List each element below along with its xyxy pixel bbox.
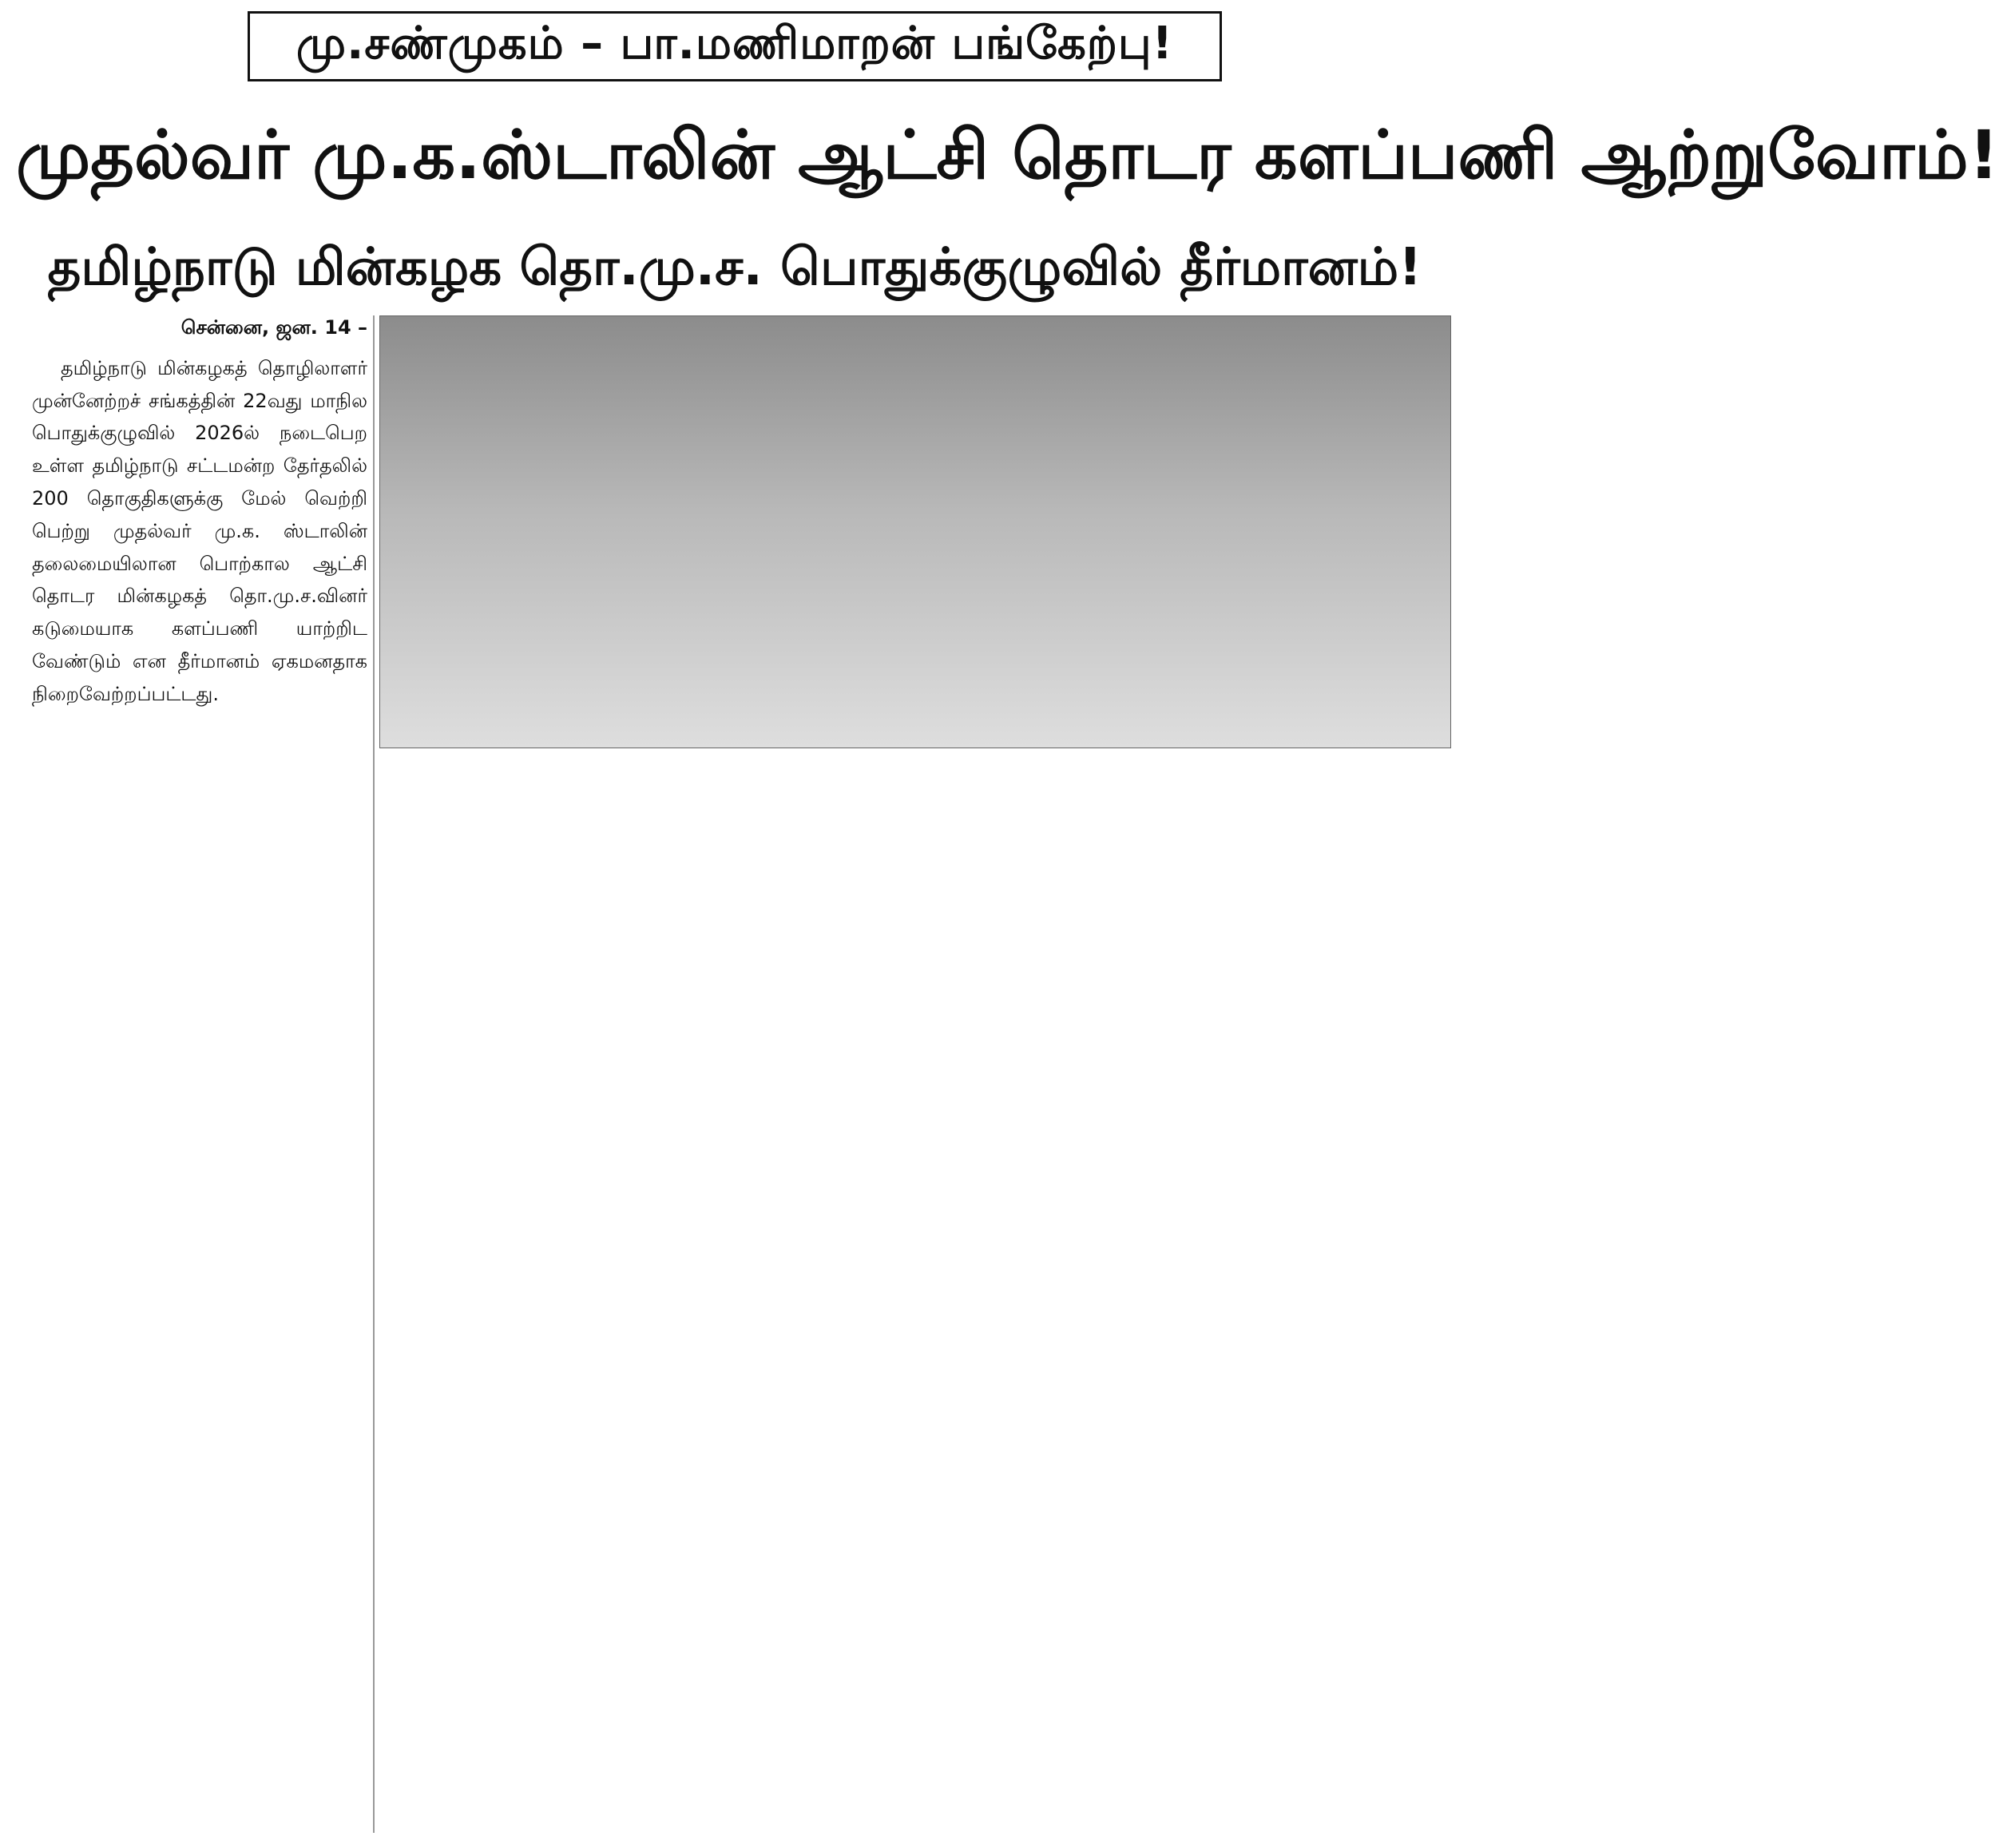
column-divider bbox=[373, 315, 375, 1833]
article-column-1 bbox=[32, 311, 367, 722]
event-photo bbox=[379, 315, 1451, 748]
kicker-box: மு.சண்முகம் – பா.மணிமாறன் பங்கேற்பு! bbox=[248, 11, 1222, 81]
dateline: சென்னை, ஜன. 14 – bbox=[180, 316, 367, 339]
subheadline: தமிழ்நாடு மின்கழக தொ.மு.ச. பொதுக்குழுவில் தீர்மானம்! bbox=[47, 238, 1422, 297]
headline: முதல்வர் மு.க.ஸ்டாலின் ஆட்சி தொடர களப்பணி ஆற்றுவோம்! bbox=[16, 116, 1999, 194]
lead-paragraph: தமிழ்நாடு மின்கழகத் தொழிலாளர் முன்னேற்றச் சங்கத்தின் 22வது மாநில பொதுக்குழுவில் 2026ல் நடைபெற உள்ள தமிழ்நாடு சட்டமன்ற தேர்தலில் 200 தொகுதிகளுக்கு மேல் வெற்றி பெற்று முதல்வர் மு.க. ஸ்டாலின் தலைமையிலான பொற்கால ஆட்சி தொடர மின்கழகத் தொ.மு.ச.வினர் கடுமையாக களப்பணி யாற்றிட வேண்டும் என தீர்மானம் ஏகமனதாக நிறைவேற்றப்பட்டது. bbox=[32, 356, 367, 705]
